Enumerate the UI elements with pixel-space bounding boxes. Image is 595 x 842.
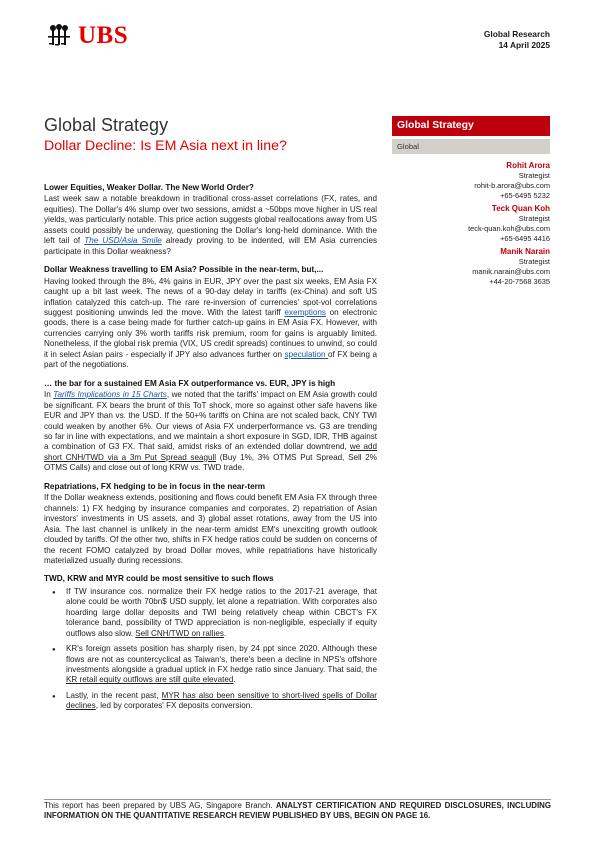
analyst-card (392, 161, 550, 201)
section-heading: Dollar Weakness travelling to EM Asia? Possible in the near-term, but,... (44, 265, 324, 275)
usd-asia-smile-link[interactable]: The USD/Asia Smile (84, 236, 162, 246)
analyst-role: Strategist (518, 257, 550, 266)
analyst-phone: +65-6495 4416 (500, 234, 550, 243)
list-item: ● KR's foreign assets position has sharply risen, by 24 ppt since 2020. Although these flows are not as countercyclical as Taiwan's, there's been a decline in NPS's offshore investments alongside a gradual uptick in FX hedge ratio since January. That said, the KR retail equity outflows are still quite elevated. (66, 644, 377, 686)
ubs-logo (44, 22, 128, 50)
bullet-list (44, 587, 377, 712)
list-item: ● If TW insurance cos. normalize their FX hedge ratios to the 2017-21 average, that alone could be worth 70bn$ USD supply, let alone a repatriation. With corporates also hoarding large dollar deposits and TWI being relatively cheap within CBCT's FX tolerance band, possibility of TWD appreciation is non-negligible, especially if equity outflows also slow. Sell CNH/TWD on rallies. (66, 587, 377, 639)
analyst-name: Manik Narain (500, 247, 550, 256)
section-paragraph: Having looked through the 8%, 4% gains in EUR, JPY over the past six weeks, EM Asia FX caught up a bit last week. The news of a 90-day delay in tariffs (ex-China) and soft US inflation catalyzed this catch-up. The rare re-inversion of currencies' spot-vol correlations suggest positioning unwinds led the move. With the latest tariff exemptions on electronic goods, there is a case being made for further catch-up gains in EM Asia FX. However, with currencies carrying only 3% worth tariffs risk premium, room for gains is arguably limited. Nonetheless, if the global risk premia (VIX, US credit spreads) continues to unwind, so could it in select Asian pairs - especially if JPY also advances further on speculation of FX being a part of the negotiations. (44, 276, 378, 370)
exemptions-link[interactable]: exemptions (284, 307, 326, 317)
sidebar-heading: Global Strategy (392, 116, 550, 136)
kr-retail-outflows-link[interactable]: KR retail equity outflows are still quite elevated (66, 675, 234, 685)
page-title: Global Strategy (44, 115, 169, 135)
report-body (44, 183, 377, 717)
tariffs-implications-link[interactable]: Tariffs Implications in 15 Charts (53, 390, 167, 400)
analyst-list (392, 161, 550, 290)
disclosure-footer: This report has been prepared by UBS AG, Singapore Branch. ANALYST CERTIFICATION AND REQUIRED DISCLOSURES, INCLUDING INFORMATION ON THE QUANTITATIVE RESEARCH REVIEW PUBLISHED BY UBS, BEGIN ON PAGE 16. (44, 801, 552, 820)
analyst-card (392, 204, 550, 244)
section-heading: … the bar for a sustained EM Asia FX outperformance vs. EUR, JPY is high (44, 378, 336, 388)
list-item: ● Lastly, in the recent past, MYR has also been sensitive to short-lived spells of Dollar declines, led by corporates' FX deposits conversion. (66, 691, 377, 712)
header-meta (484, 29, 550, 51)
trade-recommendation: we add short CNH/TWD via a 3m Put Spread seagull (44, 442, 377, 462)
section-paragraph: If the Dollar weakness extends, positioning and flows could benefit EM Asia FX through three channels: 1) FX hedging by insurance companies and corporates, 2) repatriation of Asian investors' investments in US assets, and 3) global asset rotations, away from the US into Asia. The last channel is unlikely in the near-term amidst EM's unexciting growth outlook clouded by tariffs. Of the other two, shifts in FX hedge ratios could be sudden on concerns of the recent FOMO catalyzed by broad Dollar moves, while repatriations have historically materialized usually during recessions. (44, 493, 377, 565)
section-heading: Lower Equities, Weaker Dollar. The New World Order? (44, 183, 254, 192)
section-heading: Repatriations, FX hedging to be in focus in the near-term (44, 481, 266, 491)
analyst-phone: +65-6495 5232 (500, 191, 550, 200)
analyst-email[interactable]: rohit-b.arora@ubs.com (474, 181, 550, 190)
sell-cnh-twd-link[interactable]: Sell CNH/TWD on rallies (135, 628, 224, 638)
section-heading: TWD, KRW and MYR could be most sensitive to such flows (44, 574, 274, 584)
publication-name: Global Research (483, 29, 550, 39)
analyst-email[interactable]: teck-quan.koh@ubs.com (468, 224, 550, 233)
disclosure-notice: ANALYST CERTIFICATION AND REQUIRED DISCLOSURES, INCLUDING INFORMATION ON THE QUANTITATIVE RESEARCH REVIEW PUBLISHED BY UBS, BEGIN ON PAGE 16. (44, 801, 552, 820)
analyst-card (392, 247, 550, 287)
analyst-role: Strategist (518, 214, 550, 223)
analyst-email[interactable]: manik.narain@ubs.com (472, 267, 550, 276)
page-subtitle: Dollar Decline: Is EM Asia next in line? (44, 138, 287, 154)
section-paragraph: Last week saw a notable breakdown in traditional cross-asset correlations (FX, rates, and equities). The Dollar's 4% slump over two sessions, amidst a ~50bps move higher in US real yields, was particularly notable. This price action suggests global reallocations away from US assets could possibly be underway, questioning the Dollar's long-held dominance. With the left tail of The USD/Asia Smile already proving to be indented, will EM Asia currencies participate in this Dollar weakness? (44, 194, 378, 256)
section-paragraph: In Tariffs Implications in 15 Charts, we noted that the tariffs' impact on EM Asia growth could be significant. FX bears the brunt of this ToT shock, more so against other safe havens like EUR and JPY than vs. the USD. If the 50+% tariffs on China are not scaled back, CNY TWI could weaken by another 6%. Our views of Asia FX underperformance vs. G3 are trending so far in line with expectations, and we maintain a short exposure in SGD, IDR, THB against a combination of G3 FX. That said, amidst risks of an extended dollar downtrend, we add short CNH/TWD via a 3m Put Spread seagull (Buy 1%, 3% OTMS Put Spread, Sell 2% OTMS Calls) and close out of long KRW vs. TWD trade. (44, 390, 377, 473)
publication-date: 14 April 2025 (498, 40, 550, 50)
analyst-name: Teck Quan Koh (491, 204, 550, 213)
analyst-phone: +44-20-7568 3635 (489, 277, 550, 286)
myr-sensitivity-link[interactable]: MYR has also been sensitive to short-lived spells of Dollar declines (66, 690, 377, 711)
speculation-link[interactable]: speculation (284, 349, 329, 359)
sidebar-region: Global (392, 139, 550, 154)
analyst-name: Rohit Arora (506, 161, 550, 170)
logo-text: UBS (78, 22, 129, 49)
footer-divider (44, 799, 551, 800)
analyst-role: Strategist (518, 171, 550, 180)
ubs-keys-icon (44, 24, 74, 48)
